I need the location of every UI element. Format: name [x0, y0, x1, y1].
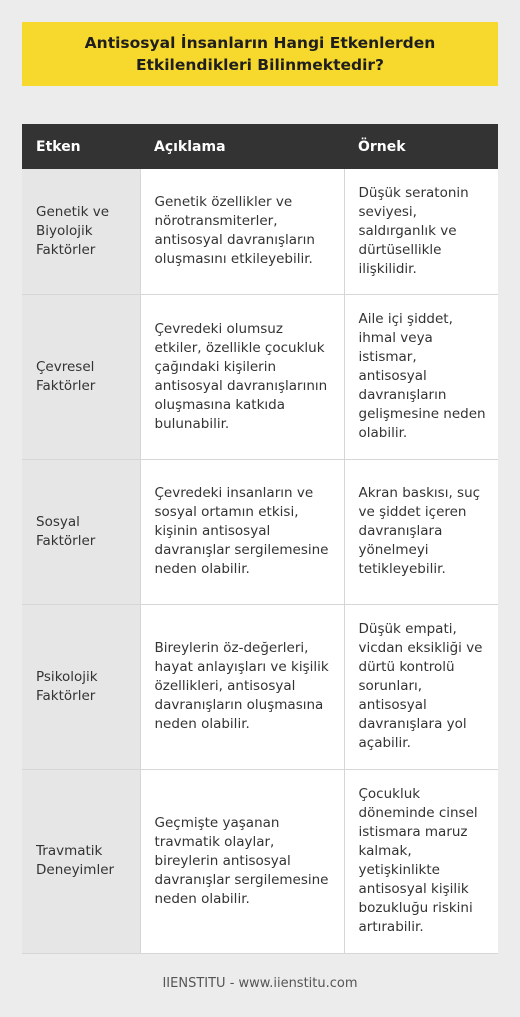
table-row — [22, 459, 498, 604]
factors-table — [22, 124, 498, 954]
example-cell: Düşük empati, vicdan eksikliği ve dürtü kontrolü sorunları, antisosyal davranışlara yol açabilir. — [344, 604, 498, 769]
column-header-etken: Etken — [22, 124, 140, 169]
page-title: Antisosyal İnsanların Hangi Etkenlerden Etkilendikleri Bilinmektedir? — [84, 34, 436, 74]
table-row — [22, 604, 498, 769]
factor-cell: Psikolojik Faktörler — [22, 604, 140, 769]
factor-cell: Çevresel Faktörler — [22, 294, 140, 459]
example-cell: Akran baskısı, suç ve şiddet içeren davranışlara yönelmeyi tetikleyebilir. — [344, 459, 498, 604]
example-cell: Çocukluk döneminde cinsel istismara maruz kalmak, yetişkinlikte antisosyal kişilik bozukluğu riskini artırabilir. — [344, 769, 498, 953]
description-cell: Geçmişte yaşanan travmatik olaylar, bireylerin antisosyal davranışlar sergilemesine neden olabilir. — [140, 769, 344, 953]
table-row — [22, 769, 498, 953]
column-header-aciklama: Açıklama — [140, 124, 344, 169]
example-cell: Aile içi şiddet, ihmal veya istismar, antisosyal davranışların gelişmesine neden olabilir. — [344, 294, 498, 459]
factor-cell: Sosyal Faktörler — [22, 459, 140, 604]
description-cell: Çevredeki insanların ve sosyal ortamın etkisi, kişinin antisosyal davranışlar sergilemesine neden olabilir. — [140, 459, 344, 604]
factor-cell: Genetik ve Biyolojik Faktörler — [22, 169, 140, 294]
footer-credit: IIENSTITU - www.iienstitu.com — [162, 976, 358, 991]
factor-cell: Travmatik Deneyimler — [22, 769, 140, 953]
column-header-ornek: Örnek — [344, 124, 498, 169]
table-row — [22, 169, 498, 294]
table-header-row — [22, 124, 498, 169]
example-cell: Düşük seratonin seviyesi, saldırganlık ve dürtüsellikle ilişkilidir. — [344, 169, 498, 294]
description-cell: Genetik özellikler ve nörotransmiterler, antisosyal davranışların oluşmasını etkileyebilir. — [140, 169, 344, 294]
title-banner — [22, 22, 498, 86]
description-cell: Bireylerin öz-değerleri, hayat anlayışları ve kişilik özellikleri, antisosyal davranışların oluşmasına neden olabilir. — [140, 604, 344, 769]
description-cell: Çevredeki olumsuz etkiler, özellikle çocukluk çağındaki kişilerin antisosyal davranışlarının oluşmasına katkıda bulunabilir. — [140, 294, 344, 459]
table-row — [22, 294, 498, 459]
